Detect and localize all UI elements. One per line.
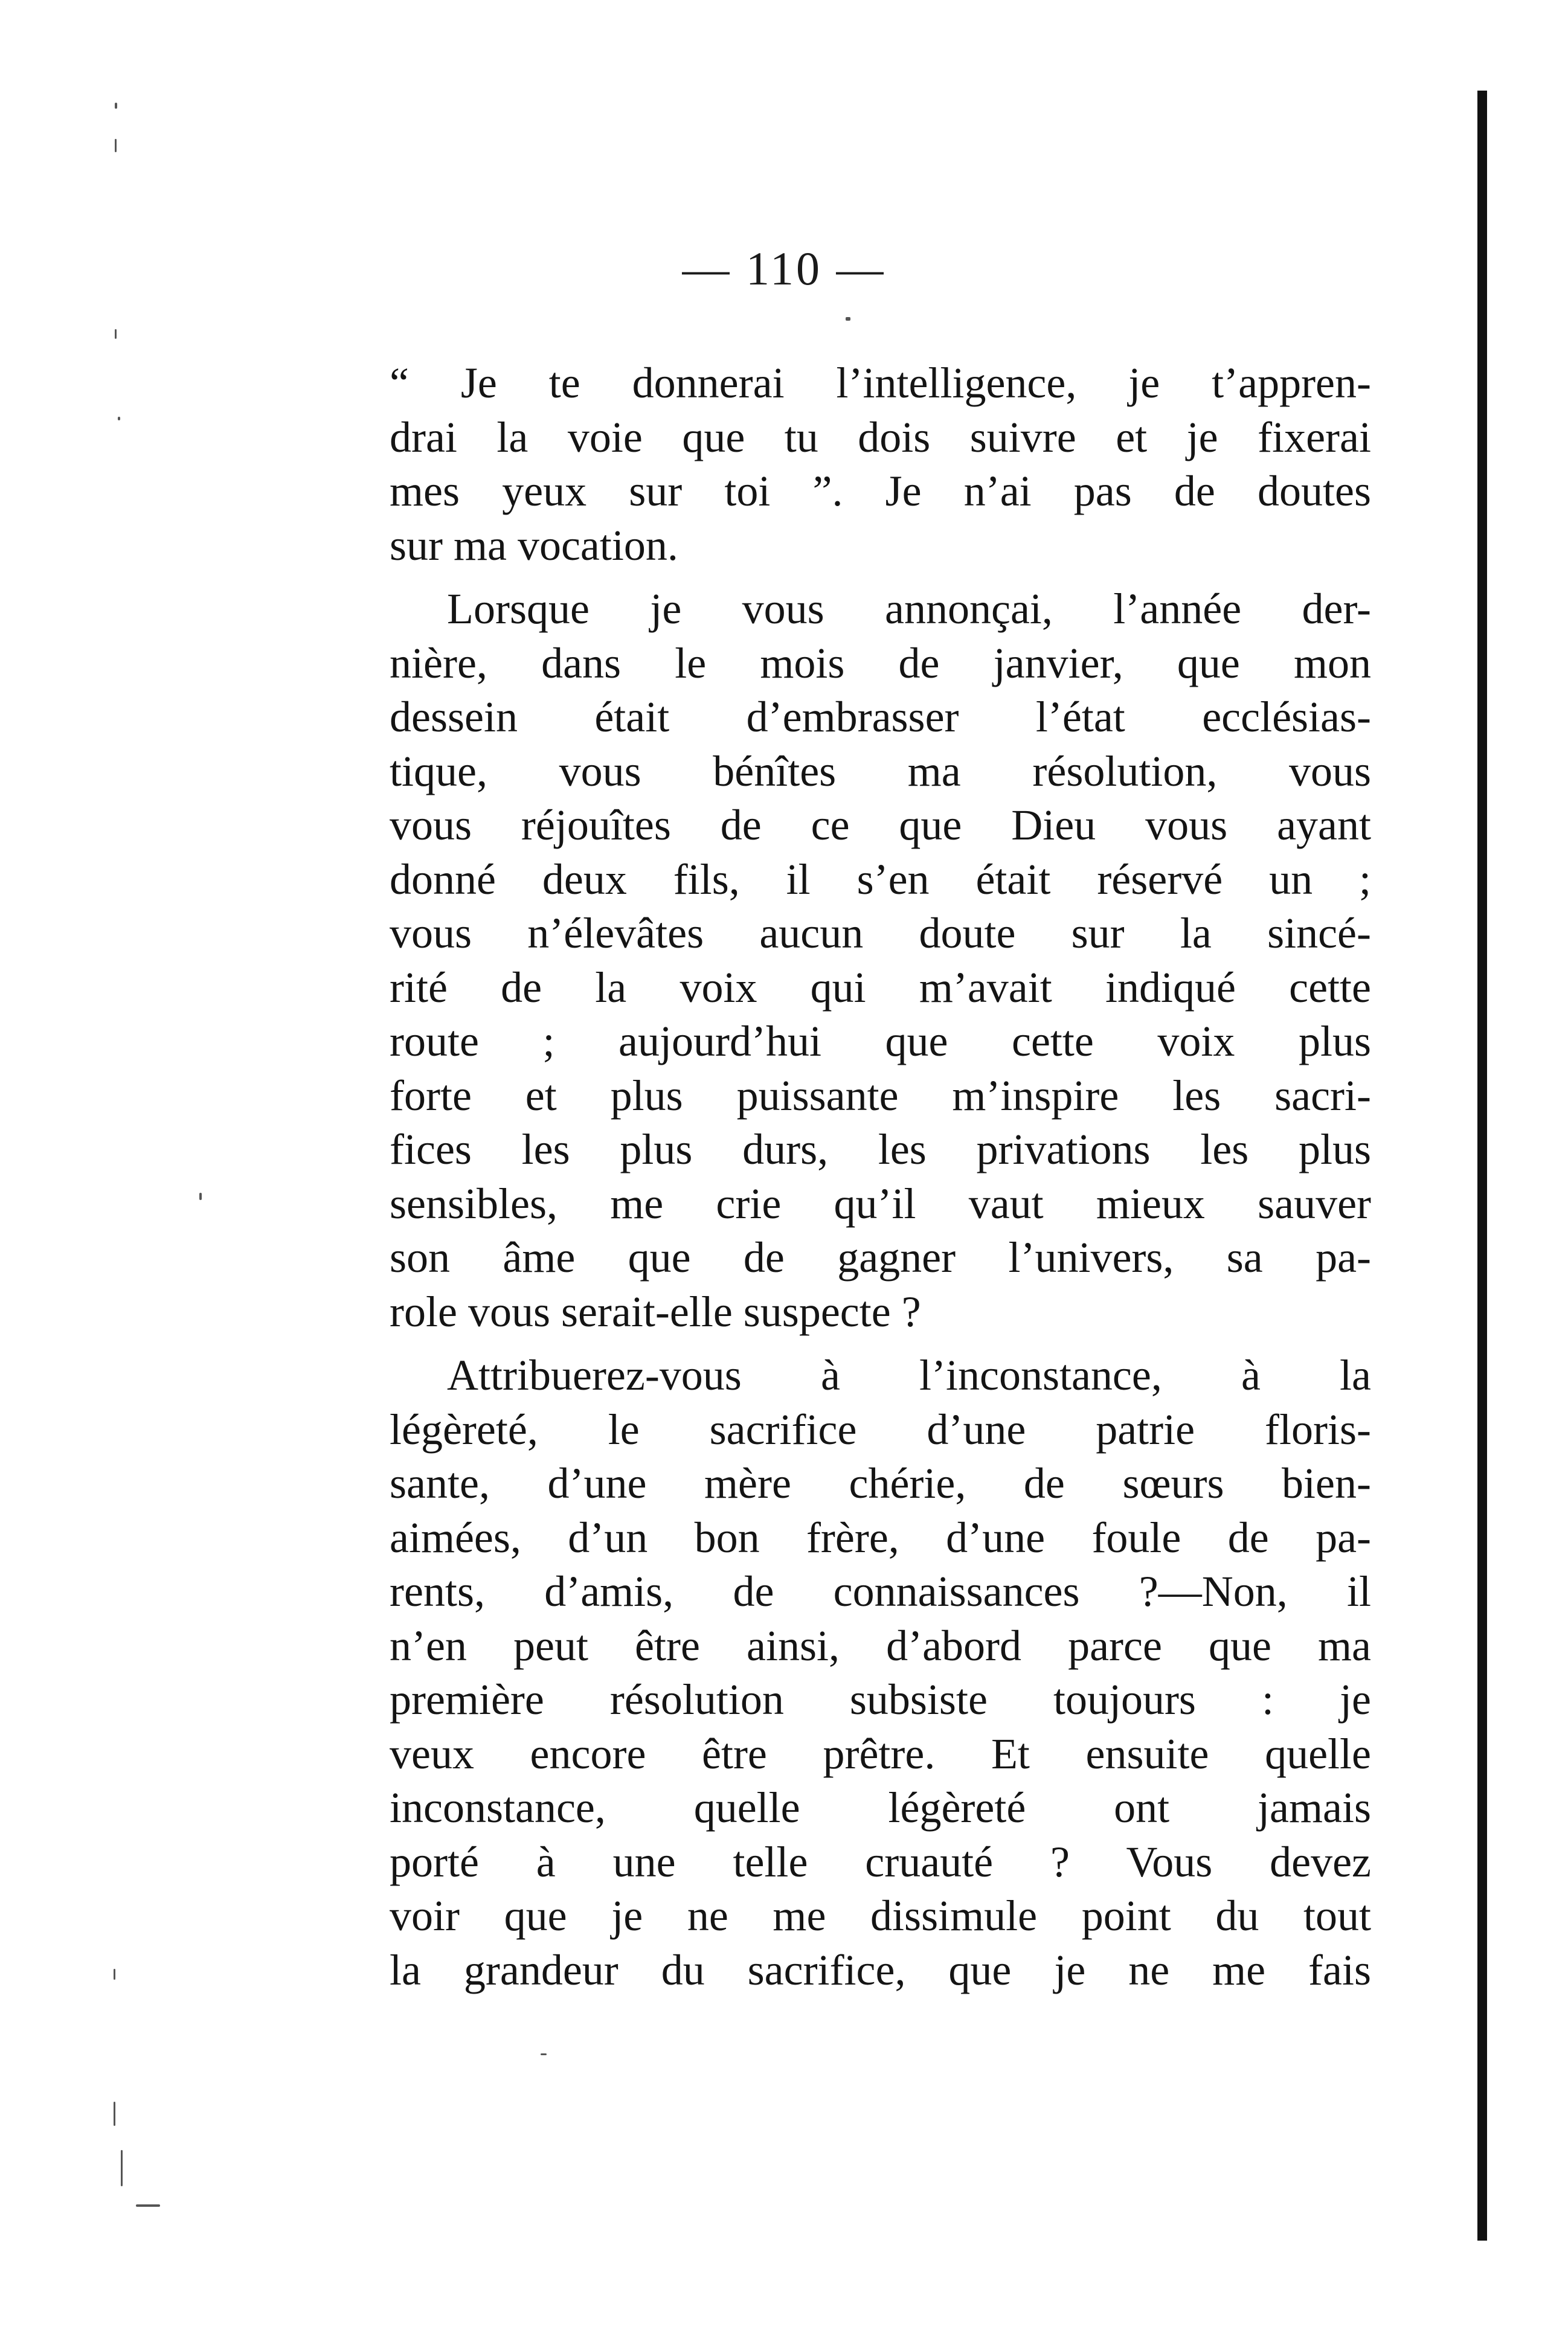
scan-speck (114, 2102, 115, 2126)
text-line: Attribuerez-vous à l’inconstance, à la (447, 1351, 1371, 1399)
paragraph-gap (390, 1339, 1371, 1349)
text-line: Lorsque je vous annonçai, l’année der- (447, 585, 1371, 633)
text-line: veux encore être prêtre. Et ensuite quelle (390, 1729, 1371, 1778)
text-line: tique, vous bénîtes ma résolution, vous (390, 746, 1371, 795)
paragraph (390, 356, 1371, 573)
page-number: — 110 — (682, 242, 886, 295)
text-line: donné deux fils, il s’en était réservé un ; (390, 855, 1371, 903)
scan-speck (115, 103, 117, 109)
text-line: role vous serait-elle suspecte ? (390, 1287, 921, 1336)
text-line: sante, d’une mère chérie, de sœurs bien- (390, 1459, 1371, 1507)
scan-speck (846, 317, 850, 321)
text-line: n’en peut être ainsi, d’abord parce que ma (390, 1621, 1371, 1670)
text-line: rité de la voix qui m’avait indiqué cette (390, 963, 1371, 1012)
scan-speck (199, 1193, 202, 1200)
text-line: mes yeux sur toi ”. Je n’ai pas de doutes (390, 467, 1371, 515)
paragraph (390, 1349, 1371, 1997)
text-line: inconstance, quelle légèreté ont jamais (390, 1783, 1371, 1832)
text-line: sur ma vocation. (390, 521, 678, 570)
paragraph-gap (390, 573, 1371, 582)
text-line: voir que je ne me dissimule point du tout (390, 1892, 1371, 1940)
text-line: fices les plus durs, les privations les plus (390, 1125, 1371, 1173)
scan-speck (114, 1969, 115, 1980)
text-line: aimées, d’un bon frère, d’une foule de pa- (390, 1513, 1371, 1562)
scan-speck (136, 2204, 160, 2207)
text-line: porté à une telle cruauté ? Vous devez (390, 1837, 1371, 1886)
scan-speck (121, 2150, 123, 2186)
text-line: son âme que de gagner l’univers, sa pa- (390, 1233, 1371, 1282)
text-line: nière, dans le mois de janvier, que mon (390, 638, 1371, 687)
page-edge-rule (1477, 91, 1487, 2241)
text-line: vous n’élevâtes aucun doute sur la sincé- (390, 909, 1371, 957)
body-text (390, 356, 1371, 1997)
text-line: vous réjouîtes de ce que Dieu vous ayant (390, 801, 1371, 849)
text-line: rents, d’amis, de connaissances ?—Non, il (390, 1567, 1371, 1616)
text-line: route ; aujourd’hui que cette voix plus (390, 1017, 1371, 1065)
text-line: “ Je te donnerai l’intelligence, je t’appren- (390, 359, 1371, 407)
scan-speck (118, 417, 120, 420)
scan-speck (541, 2053, 547, 2055)
paragraph (390, 582, 1371, 1339)
text-line: première résolution subsiste toujours : je (390, 1675, 1371, 1724)
text-line: légèreté, le sacrifice d’une patrie floris- (390, 1405, 1371, 1454)
scan-speck (115, 329, 117, 339)
text-line: forte et plus puissante m’inspire les sacri- (390, 1071, 1371, 1120)
text-line: drai la voie que tu dois suivre et je fixerai (390, 412, 1371, 461)
scan-speck (115, 139, 117, 152)
text-line: la grandeur du sacrifice, que je ne me fais (390, 1945, 1371, 1994)
text-line: sensibles, me crie qu’il vaut mieux sauver (390, 1179, 1371, 1228)
text-line: dessein était d’embrasser l’état ecclésias- (390, 693, 1371, 741)
